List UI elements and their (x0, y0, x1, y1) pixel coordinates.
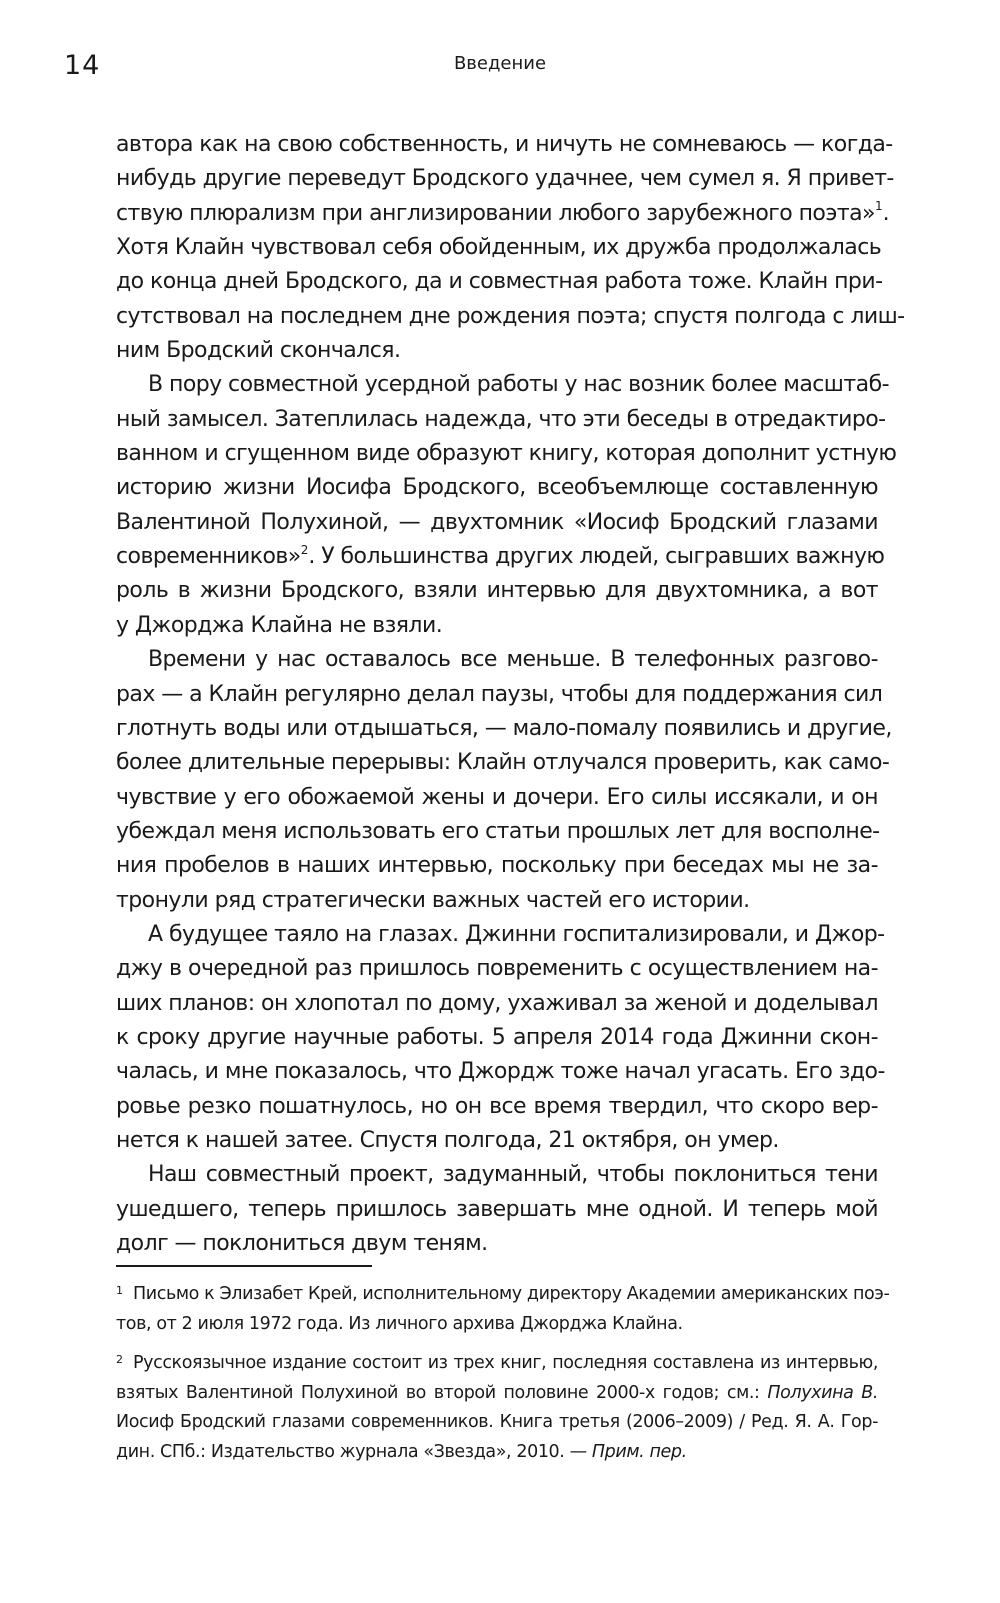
text-line: Наш совместный проект, задуманный, чтобы поклониться тени (148, 1162, 878, 1188)
footnote-reference[interactable]: 1 (874, 199, 883, 214)
text-line: к сроку другие научные работы. 5 апреля 2014 года Джинни скон- (116, 1024, 878, 1050)
text-line: ровье резко пошатнулось, но он все время твердил, что скоро вер- (116, 1093, 878, 1119)
text-line: более длительные перерывы: Клайн отлучался проверить, как само- (116, 750, 890, 776)
page-number: 14 (64, 50, 101, 81)
main-text (116, 128, 905, 1261)
footnote-text: Русскоязычное издание состоит из трех книг, последняя составлена из интервью, (133, 1353, 878, 1373)
paragraph (116, 643, 892, 918)
text-line: ним Бродский скончался. (116, 338, 401, 364)
footnote (116, 1280, 890, 1339)
text-line: Хотя Клайн чувствовал себя обойденным, их дружба продолжалась (116, 235, 882, 261)
footnote-text: дин. СПб.: Издательство журнала «Звезда», 2010. — (116, 1441, 587, 1462)
text-line: тронули ряд стратегически важных частей его истории. (116, 887, 750, 913)
text-line: джу в очередной раз пришлось повременить с осуществлением на- (116, 956, 878, 982)
footnote-divider (116, 1265, 372, 1267)
text-line: сутствовал на последнем дне рождения поэта; спустя полгода с лиш- (116, 303, 905, 329)
footnote-text: Письмо к Элизабет Крей, исполнительному директору Академии американских поэ- (133, 1284, 890, 1304)
text-line: историю жизни Иосифа Бродского, всеобъемлюще составленную (116, 475, 878, 501)
footnote-line: тов, от 2 июля 1972 года. Из личного архива Джорджа Клайна. (116, 1313, 683, 1334)
text-line: чувствие у его обожаемой жены и дочери. Его силы иссякали, и он (116, 784, 878, 810)
footnote-line (116, 1379, 878, 1409)
text-line-content: ствую плюрализм при англизировании любого зарубежного поэта» (116, 200, 875, 226)
paragraph (116, 128, 905, 368)
footnote-mark: 1 (116, 1284, 123, 1297)
footnote-line (116, 1349, 878, 1379)
text-line (116, 540, 885, 574)
footnote-reference[interactable]: 2 (300, 542, 309, 557)
text-line: Валентиной Полухиной, — двухтомник «Иосиф Бродский глазами (116, 509, 878, 535)
footnote (116, 1349, 878, 1467)
text-line: ный замысел. Затеплилась надежда, что эти беседы в отредактиро- (116, 406, 886, 432)
text-line: ванном и сгущенном виде образуют книгу, которая дополнит устную (116, 441, 897, 467)
text-line: чалась, и мне показалось, что Джордж тоже начал угасать. Его здо- (116, 1059, 885, 1085)
footnotes (116, 1280, 890, 1477)
footnote-italic-text: Прим. пер. (591, 1441, 687, 1462)
paragraph (116, 918, 885, 1158)
text-punctuation: . (882, 200, 890, 226)
footnote-italic-text: Полухина В. (767, 1382, 878, 1403)
footnote-mark: 2 (116, 1353, 123, 1366)
footnote-text: взятых Валентиной Полухиной во второй половине 2000-х годов; см.: (116, 1382, 760, 1403)
paragraph (116, 1158, 878, 1261)
text-line: до конца дней Бродского, да и совместная работа тоже. Клайн при- (116, 269, 883, 295)
text-line: Времени у нас оставалось все меньше. В телефонных разгово- (148, 647, 878, 673)
text-line-content: . У большинства других людей, сыгравших важную (308, 544, 885, 570)
text-line: глотнуть воды или отдышаться, — мало-помалу появились и другие, (116, 715, 892, 741)
text-line: В пору совместной усердной работы у нас возник более масштаб- (148, 372, 889, 398)
text-line-content: современников» (116, 544, 301, 570)
text-line: ния пробелов в наших интервью, поскольку при беседах мы не за- (116, 853, 878, 879)
text-line: долг — поклониться двум теням. (116, 1231, 488, 1256)
text-line: ушедшего, теперь пришлось завершать мне одной. И теперь мой (116, 1196, 878, 1222)
text-line: рах — а Клайн регулярно делал паузы, чтобы для поддержания сил (116, 681, 883, 707)
text-line: нется к нашей затее. Спустя полгода, 21 октября, он умер. (116, 1127, 779, 1153)
footnote-line (116, 1438, 878, 1468)
text-line: А будущее таяло на глазах. Джинни госпитализировали, и Джор- (148, 921, 885, 947)
text-line: автора как на свою собственность, и ничуть не сомневаюсь — когда- (116, 132, 893, 157)
text-line: нибудь другие переведут Бродского удачнее, чем сумел я. Я привет- (116, 166, 894, 192)
text-line (116, 197, 890, 231)
text-line: убеждал меня использовать его статьи прошлых лет для восполне- (116, 818, 880, 844)
footnote-line: Иосиф Бродский глазами современников. Книга третья (2006–2009) / Ред. Я. А. Гор- (116, 1412, 878, 1432)
text-line: ших планов: он хлопотал по дому, ухаживал за женой и доделывал (116, 990, 878, 1016)
text-line: у Джорджа Клайна не взяли. (116, 612, 443, 638)
running-head: Введение (453, 53, 547, 74)
text-line: роль в жизни Бродского, взяли интервью для двухтомника, а вот (116, 578, 878, 604)
paragraph (116, 368, 897, 643)
footnote-line (116, 1280, 890, 1310)
